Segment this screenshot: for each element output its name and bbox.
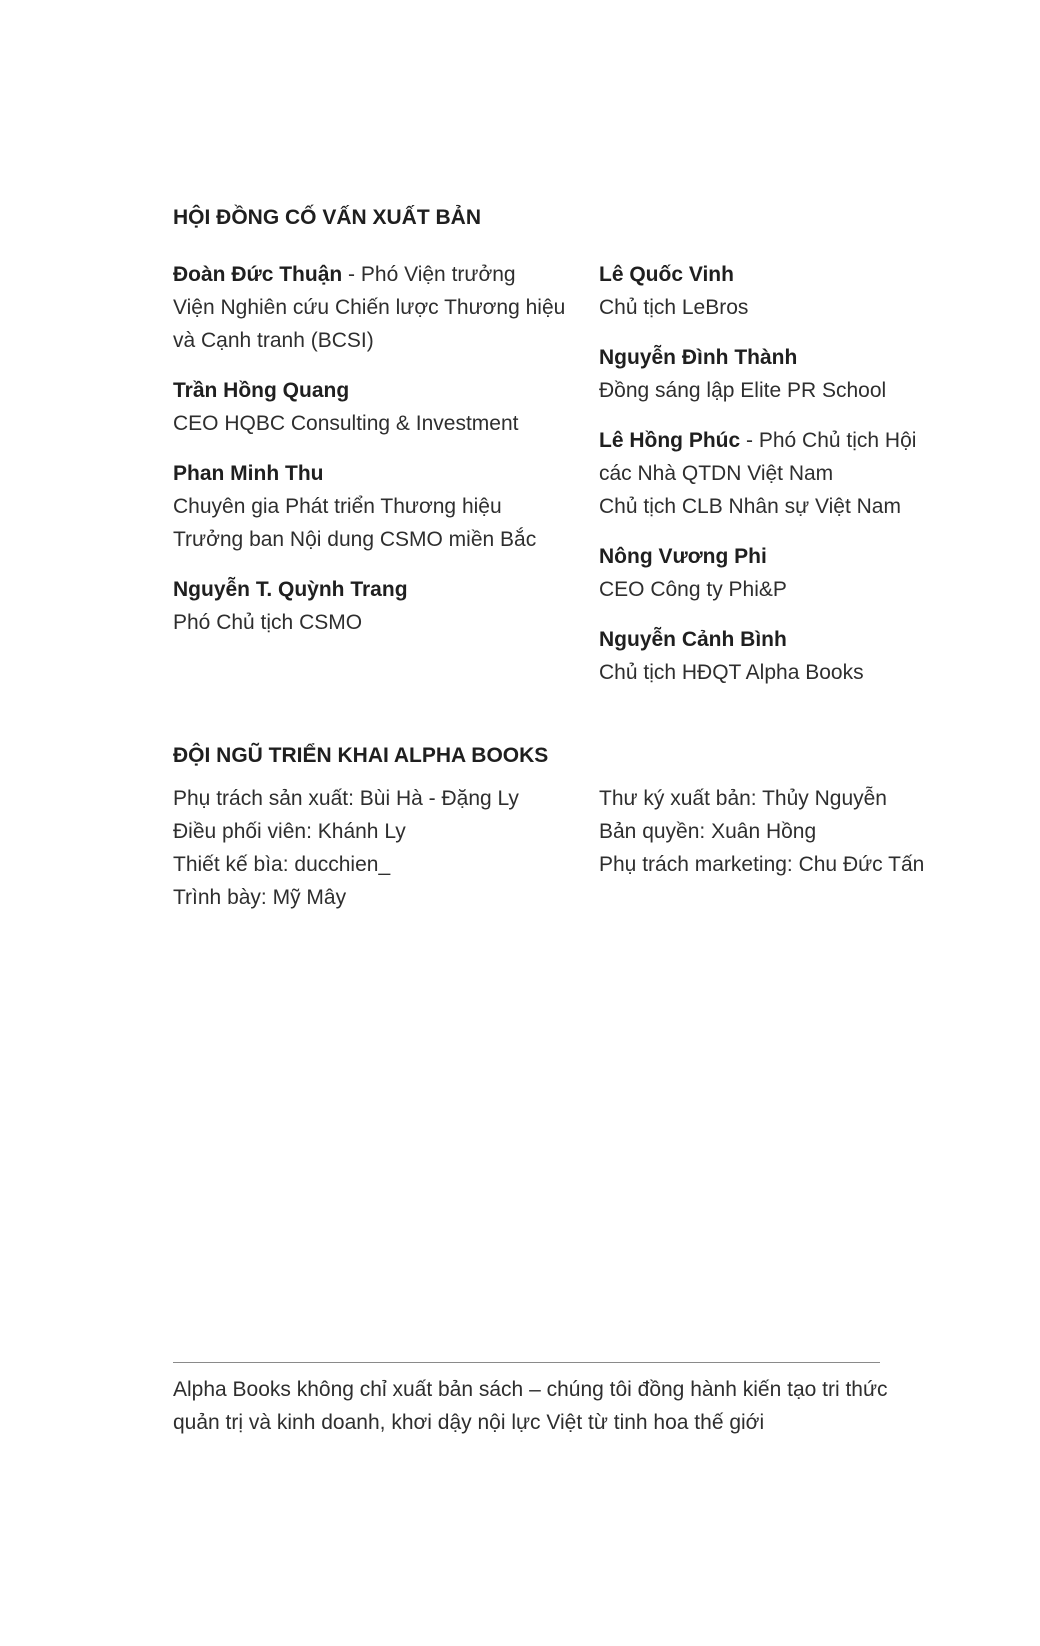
advisor-name: Đoàn Đức Thuận xyxy=(173,263,343,286)
team-credit-line: Điều phối viên: Khánh Ly xyxy=(173,820,406,843)
advisor-name: Nguyễn Đình Thành xyxy=(599,346,798,369)
advisor-role-line: Phó Chủ tịch CSMO xyxy=(173,611,363,634)
team-credit-line: Phụ trách sản xuất: Bùi Hà - Đặng Ly xyxy=(173,787,519,810)
advisor-role-line: các Nhà QTDN Việt Nam xyxy=(599,462,834,485)
advisor-role-line: Chủ tịch CLB Nhân sự Việt Nam xyxy=(599,495,901,518)
advisor-entry xyxy=(599,424,1009,523)
team-title: ĐỘI NGŨ TRIỂN KHAI ALPHA BOOKS xyxy=(173,744,549,767)
team-credit-line: Thư ký xuất bản: Thủy Nguyễn xyxy=(599,787,887,810)
advisory-right-column xyxy=(599,258,1009,706)
advisor-entry xyxy=(173,258,583,357)
footer-tagline xyxy=(173,1373,893,1439)
advisory-board-title: HỘI ĐỒNG CỐ VẤN XUẤT BẢN xyxy=(173,206,482,229)
advisor-entry xyxy=(173,457,583,556)
footer-line: Alpha Books không chỉ xuất bản sách – chúng tôi đồng hành kiến tạo tri thức xyxy=(173,1378,888,1401)
advisor-role-line: Chủ tịch HĐQT Alpha Books xyxy=(599,661,864,684)
advisor-entry xyxy=(599,341,1009,407)
advisor-name: Nguyễn T. Quỳnh Trang xyxy=(173,578,408,601)
advisor-entry xyxy=(173,374,583,440)
team-credit-line: Phụ trách marketing: Chu Đức Tấn xyxy=(599,853,925,876)
advisor-role-inline: - Phó Chủ tịch Hội xyxy=(740,429,917,452)
team-left-column xyxy=(173,782,583,914)
advisor-role-line: Chủ tịch LeBros xyxy=(599,296,749,319)
advisor-name: Nông Vương Phi xyxy=(599,545,767,568)
advisor-entry xyxy=(599,258,1009,324)
team-credit-line: Bản quyền: Xuân Hồng xyxy=(599,820,817,843)
advisor-entry xyxy=(173,573,583,639)
footer-divider xyxy=(173,1362,880,1363)
advisor-name: Trần Hồng Quang xyxy=(173,379,350,402)
team-right-column xyxy=(599,782,1009,881)
advisor-role-line: CEO HQBC Consulting & Investment xyxy=(173,412,519,435)
advisor-name: Nguyễn Cảnh Bình xyxy=(599,628,787,651)
team-credit-line: Thiết kế bìa: ducchien_ xyxy=(173,853,391,876)
advisor-role-line: Viện Nghiên cứu Chiến lược Thương hiệu xyxy=(173,296,566,319)
advisor-name: Lê Quốc Vinh xyxy=(599,263,734,286)
advisor-role-line: CEO Công ty Phi&P xyxy=(599,578,787,601)
advisor-entry xyxy=(599,540,1009,606)
footer-line: quản trị và kinh doanh, khơi dậy nội lực Việt từ tinh hoa thế giới xyxy=(173,1411,765,1434)
advisor-role-inline: - Phó Viện trưởng xyxy=(342,263,516,286)
advisor-name: Lê Hồng Phúc xyxy=(599,429,741,452)
advisor-role-line: Đồng sáng lập Elite PR School xyxy=(599,379,887,402)
advisory-left-column xyxy=(173,258,583,656)
team-credit-line: Trình bày: Mỹ Mây xyxy=(173,886,347,909)
advisor-role-line: Chuyên gia Phát triển Thương hiệu xyxy=(173,495,502,518)
advisor-name: Phan Minh Thu xyxy=(173,462,324,485)
advisor-role-line: Trưởng ban Nội dung CSMO miền Bắc xyxy=(173,528,537,551)
advisor-role-line: và Cạnh tranh (BCSI) xyxy=(173,329,374,352)
advisor-entry xyxy=(599,623,1009,689)
